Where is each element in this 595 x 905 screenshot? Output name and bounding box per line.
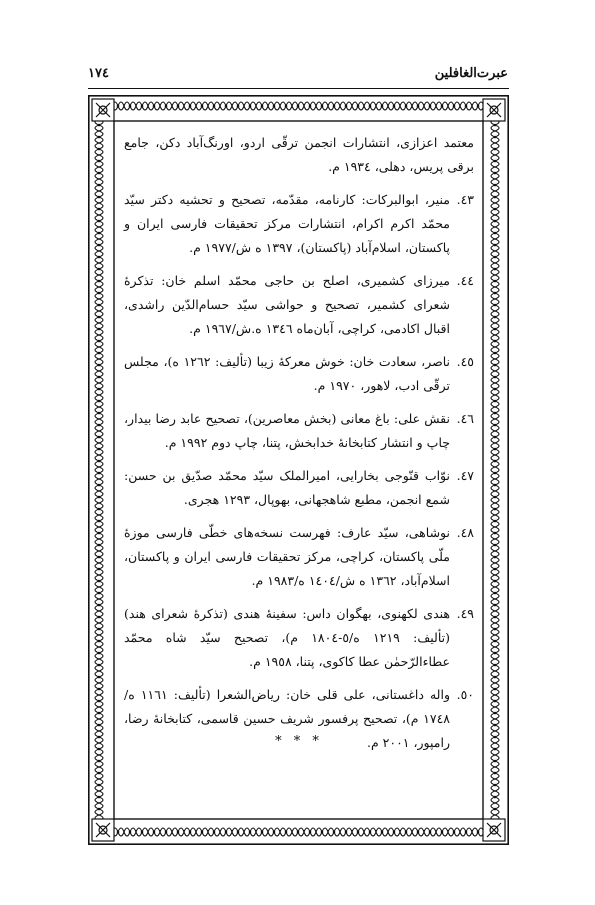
section-separator: * * * bbox=[275, 734, 323, 749]
bibliography-entry-43 bbox=[124, 188, 474, 260]
entry-number: ٤٧. bbox=[456, 468, 474, 483]
bibliography-entry-48 bbox=[124, 521, 474, 593]
entry-number: ٤٩. bbox=[456, 606, 474, 621]
running-header bbox=[88, 66, 508, 88]
running-title: عبرت‌الغافلین bbox=[434, 66, 508, 81]
bibliography-entry-44 bbox=[124, 269, 474, 341]
bibliography-entry-46 bbox=[124, 407, 474, 455]
entry-number: ٤٤. bbox=[456, 273, 474, 288]
entry-text: واله داغستانی، علی قلی خان: ریاض‌الشعرا (تألیف: ۱۱٦۱ ه/۱۷٤۸ م)، تصحیح پرفسور شریف حسین قاسمی، کتابخانهٔ رضا، رامپور، ۲۰۰۱ م. bbox=[124, 687, 451, 750]
entry-number: ٤٦. bbox=[456, 411, 474, 426]
entry-text: نوشاهی، سیّد عارف: فهرست نسخه‌های خطّی فارسی موزهٔ ملّی پاکستان، کراچی، مرکز تحقیقات فارسی ایران و پاکستان، اسلام‌آباد، ۱۳٦۲ ه ش/۱٤۰٤ ه/۱۹۸۳ م. bbox=[124, 525, 450, 588]
entry-number: ٤٨. bbox=[456, 525, 474, 540]
header-rule bbox=[88, 88, 509, 89]
entry-text: نوّاب قنّوجی بخارایی، امیرالملک سیّد محمّد صدّیق بن حسن: شمع انجمن، مطبع شاهجهانی، بهوپال، ۱۲۹۳ هجری. bbox=[124, 468, 450, 507]
entry-text: نقش علی: باغ معانی (بخش معاصرین)، تصحیح عابد رضا بیدار، چاپ و انتشار کتابخانهٔ خدابخش، پتنا، چاپ دوم ۱۹۹۲ م. bbox=[124, 411, 450, 450]
entry-number: ٥٠. bbox=[456, 687, 474, 702]
continuation-paragraph: معتمد اعزازی، انتشارات انجمن ترقّی اردو، اورنگ‌آباد دکن، جامع برقی پریس، دهلی، ۱۹۳٤ م. bbox=[124, 135, 474, 174]
entry-text: منیر، ابوالبرکات: کارنامه، مقدّمه، تصحیح و تحشیه دکتر سیّد محمّد اکرم اکرام، انتشارات مرکز تحقیقات فارسی ایران و پاکستان، اسلام‌آباد (پاکستان)، ۱۳۹۷ ه ش/۱۹۷۷ م. bbox=[124, 192, 450, 255]
bibliography-text bbox=[124, 131, 474, 764]
bibliography-entry-45 bbox=[124, 350, 474, 398]
entry-text: میرزای کشمیری، اصلح بن حاجی محمّد اسلم خان: تذکرهٔ شعرای کشمیر، تصحیح و حواشی سیّد حسام‌الدّین راشدی، اقبال اکادمی، کراچی، آبان‌ماه ۱۳٤٦ ه.ش/۱۹٦۷ م. bbox=[124, 273, 450, 336]
entry-text: ناصر، سعادت خان: خوش معرکهٔ زیبا (تألیف: ۱۲٦۲ ه)، مجلس ترقّی ادب، لاهور، ۱۹۷۰ م. bbox=[124, 354, 450, 393]
entry-number: ٤٣. bbox=[456, 192, 474, 207]
bibliography-entry-49 bbox=[124, 602, 474, 674]
entry-text: هندی لکهنوی، بهگوان داس: سفینهٔ هندی (تذکرهٔ شعرای هند) (تألیف: ۱۲۱۹ ه/٥-۱۸۰٤ م)، تصحیح سیّد شاه محمّد عطاءالرّحمٰن عطا کاکوی، پتنا، ۱۹٥۸ م. bbox=[124, 606, 451, 669]
page-number: ۱۷٤ bbox=[88, 66, 109, 81]
entry-number: ٤٥. bbox=[456, 354, 474, 369]
bibliography-entry-47 bbox=[124, 464, 474, 512]
